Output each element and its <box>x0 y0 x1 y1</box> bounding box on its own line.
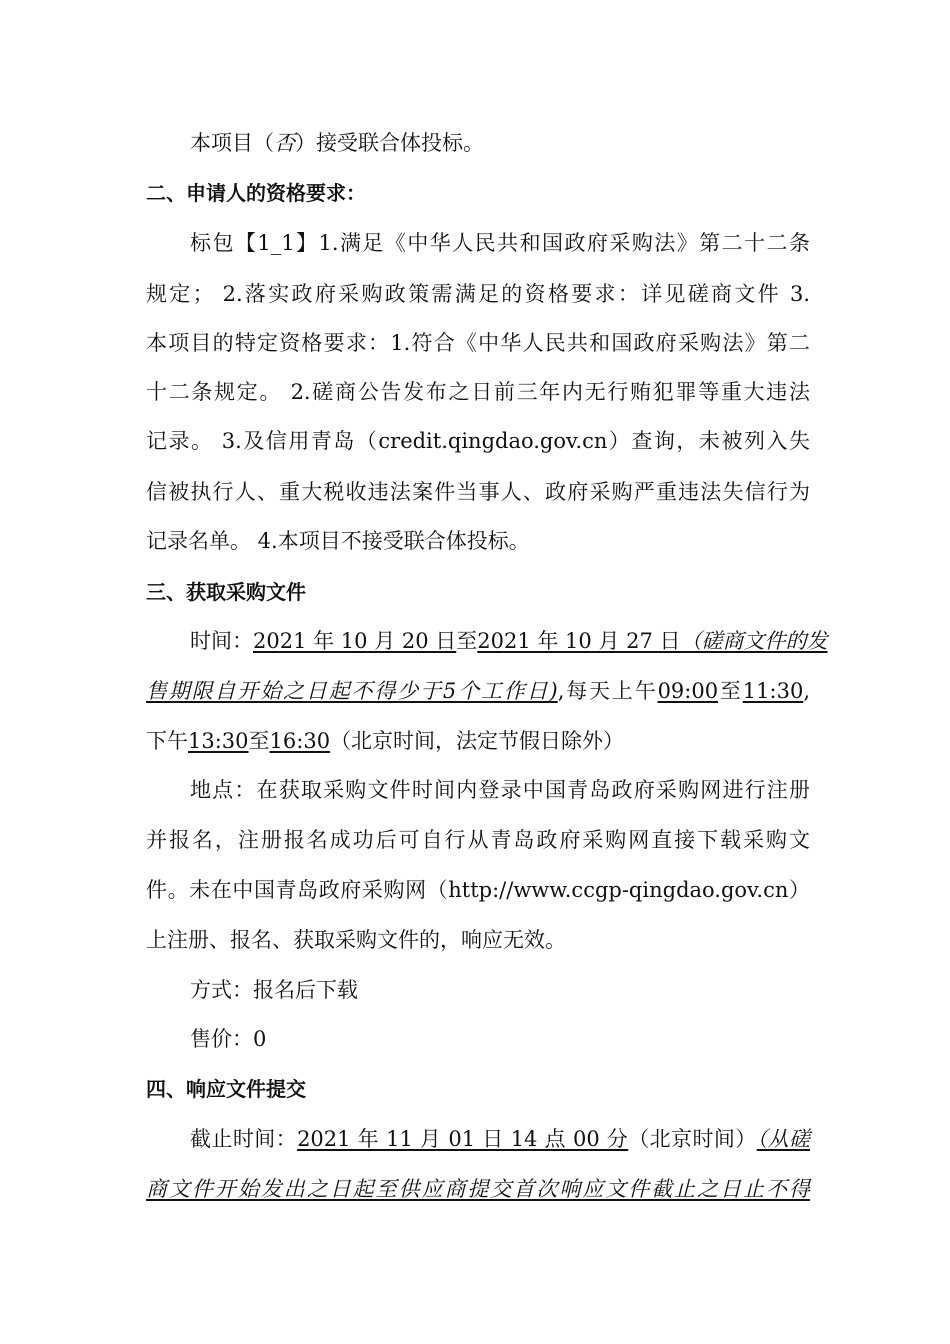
time-end: 2021 年 10 月 27 日 <box>477 629 681 653</box>
place-line: 并报名，注册报名成功后可自行从青岛政府采购网直接下载采购文 <box>146 828 810 852</box>
section-heading-submission: 四、响应文件提交 <box>146 1077 306 1101</box>
pm-label: 下午 <box>146 729 188 753</box>
time-note-cont: 售期限自开始之日起不得少于5个工作日) <box>146 679 558 703</box>
consortium-paragraph <box>190 128 810 158</box>
time-to: 至 <box>718 679 743 703</box>
consortium-text-start: 本项目（ <box>190 131 274 155</box>
deadline-label: 截止时间： <box>190 1127 298 1151</box>
qualification-line: 标包【1_1】1.满足《中华人民共和国政府采购法》第二十二条 <box>190 231 810 255</box>
qualification-line: 记录。 3.及信用青岛（credit.qingdao.gov.cn）查询，未被列入失 <box>146 429 810 453</box>
deadline-tz: （北京时间） <box>628 1127 757 1151</box>
time-note: （磋商文件的发 <box>680 629 828 653</box>
time-label: 时间： <box>190 629 253 653</box>
time-comma: , <box>803 679 810 703</box>
am-start: 09:00 <box>657 679 719 703</box>
pm-start: 13:30 <box>188 729 249 753</box>
time-line-3 <box>146 726 810 756</box>
qualification-line: 本项目的特定资格要求：1.符合《中华人民共和国政府采购法》第二 <box>146 331 810 355</box>
method-line: 方式：报名后下载 <box>190 978 358 1002</box>
deadline-note: （从磋 <box>756 1127 811 1151</box>
deadline-note-cont: 商文件开始发出之日起至供应商提交首次响应文件截止之日止不得 <box>146 1177 810 1201</box>
time-start: 2021 年 10 月 20 日 <box>253 629 457 653</box>
qualification-line: 记录名单。 4.本项目不接受联合体投标。 <box>146 529 530 553</box>
deadline-line-2 <box>146 1174 810 1204</box>
place-line: 上注册、报名、获取采购文件的，响应无效。 <box>146 928 566 952</box>
time-to: 至 <box>248 729 270 753</box>
time-line-1 <box>190 626 828 656</box>
time-tail: （北京时间，法定节假日除外） <box>330 729 625 753</box>
qualification-line: 十二条规定。 2.磋商公告发布之日前三年内无行贿犯罪等重大违法 <box>146 380 810 404</box>
consortium-text-end: ）接受联合体投标。 <box>295 131 484 155</box>
qualification-line: 信被执行人、重大税收违法案件当事人、政府采购严重违法失信行为 <box>146 480 810 504</box>
place-line: 件。未在中国青岛政府采购网（http://www.ccgp-qingdao.gov.cn） <box>146 878 810 902</box>
qualification-line: 规定； 2.落实政府采购政策需满足的资格要求：详见磋商文件 3. <box>146 282 810 306</box>
section-heading-documents: 三、获取采购文件 <box>146 580 306 604</box>
pm-end: 16:30 <box>269 729 331 753</box>
deadline-line-1 <box>190 1124 810 1154</box>
time-line-2 <box>146 676 810 706</box>
place-line: 地点：在获取采购文件时间内登录中国青岛政府采购网进行注册 <box>190 778 810 802</box>
section-heading-qualification: 二、申请人的资格要求： <box>146 181 366 205</box>
time-to: 至 <box>456 629 478 653</box>
price-line: 售价：0 <box>190 1027 267 1051</box>
time-daily: ,每天上午 <box>557 679 658 703</box>
consortium-value: 否 <box>274 131 295 155</box>
am-end: 11:30 <box>742 679 804 703</box>
deadline-datetime: 2021 年 11 月 01 日 14 点 00 分 <box>297 1127 629 1151</box>
